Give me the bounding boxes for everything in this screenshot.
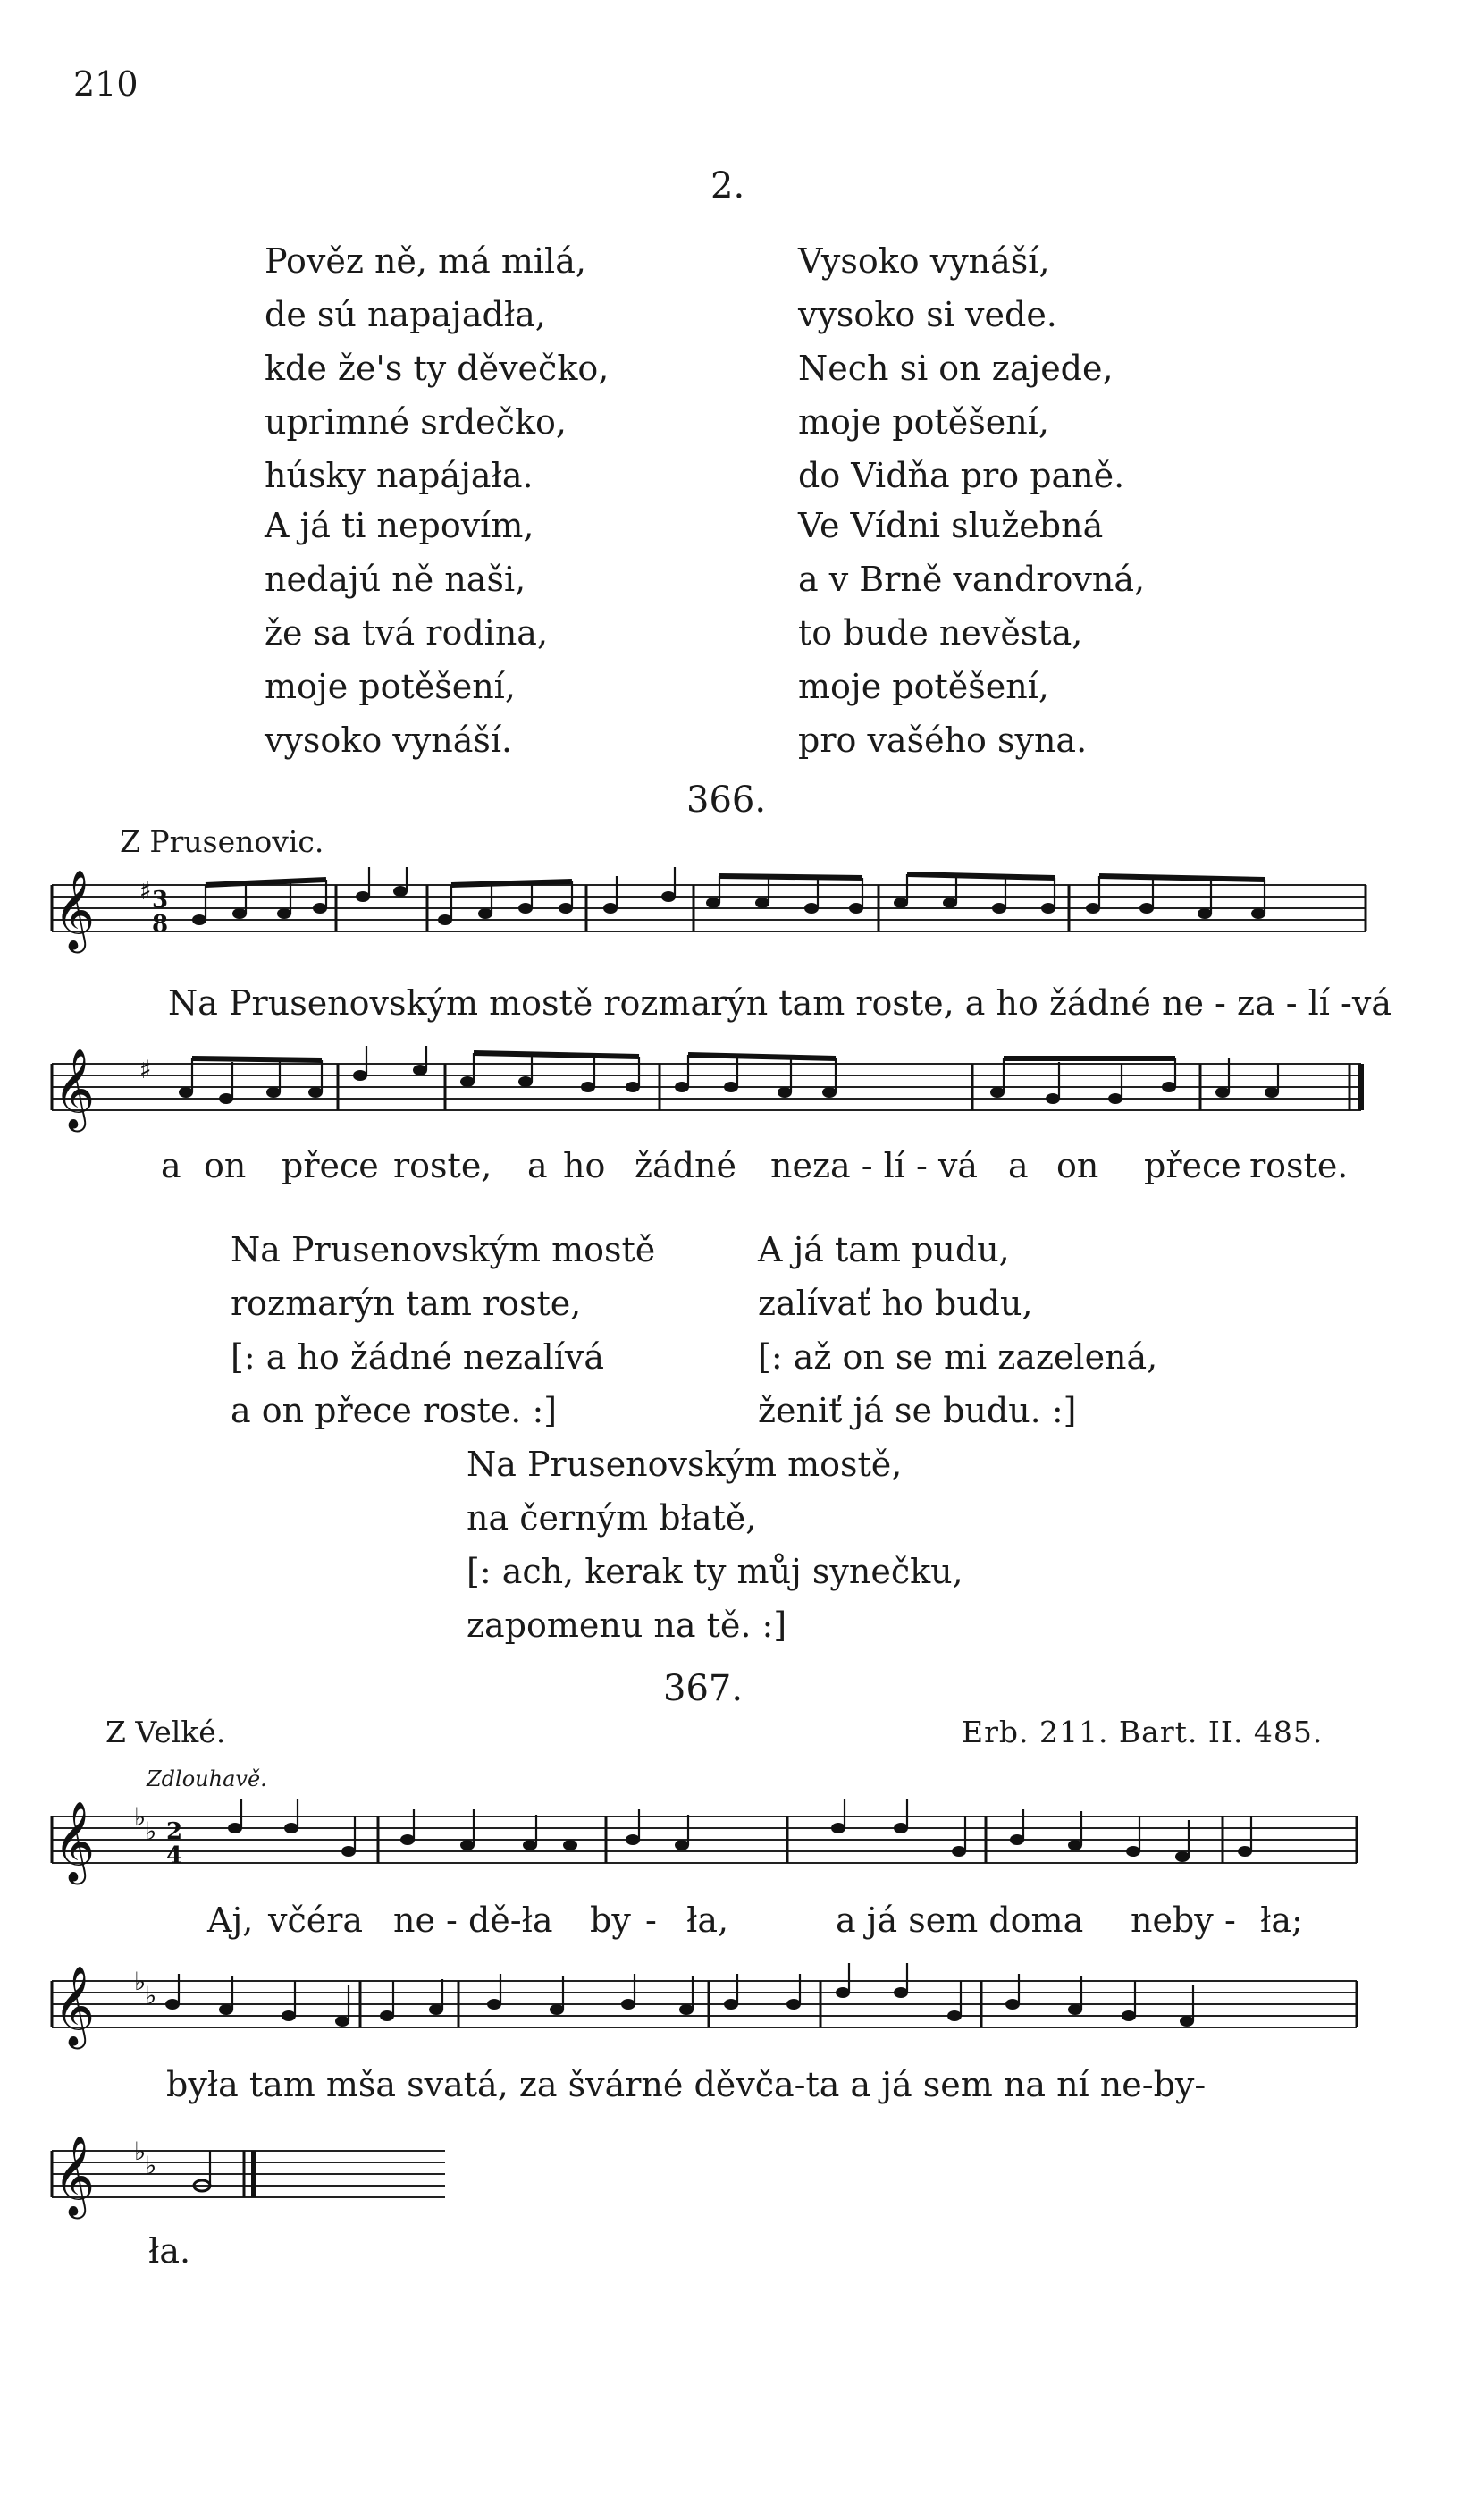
treble-clef-icon: 𝄞 [54, 1966, 96, 2046]
stanza-right-1 [798, 234, 1124, 502]
lyric-syllable: a [161, 1146, 181, 1185]
treble-clef-icon: 𝄞 [54, 1049, 96, 1129]
lyrics-366-line-1: Na Prusenovským mostě rozmarýn tam roste, a ho žádné ne - za - lí -vá [168, 983, 1392, 1023]
time-sig-top: 2 [166, 1818, 183, 1845]
lyric-syllable: Aj, [207, 1901, 254, 1940]
lyric-syllable: a já sem doma [836, 1901, 1084, 1940]
verse-line: zalívať ho budu, [758, 1284, 1033, 1323]
key-flat-icon: ♭ [145, 1816, 157, 1846]
key-flat-icon: ♭ [134, 1967, 147, 1996]
verse-line: de sú napajadła, [265, 295, 546, 334]
staff-lines [52, 1816, 1357, 1863]
lyric-syllable: ho [563, 1146, 606, 1185]
lyric-syllable: roste, [393, 1146, 492, 1185]
song-reference-367: Erb. 211. Bart. II. 485. [962, 1715, 1324, 1749]
key-flat-icon: ♭ [145, 1981, 157, 2010]
lyrics-367-line-2: była tam mša svatá, za švárné děvča-ta a já sem na ní ne-by- [166, 2065, 1207, 2104]
music-staff-366-2 [52, 1046, 1375, 1144]
verse-line: [: až on se mi zazelená, [758, 1337, 1158, 1377]
notes-measure-3 [626, 1809, 689, 1850]
verse-line: Na Prusenovským mostě, [467, 1445, 903, 1484]
lyric-syllable: on [204, 1146, 247, 1185]
verse-line: kde že's ty děvečko, [265, 349, 610, 388]
music-staff-367-3 [52, 2133, 463, 2231]
verse-line: uprimné srdečko, [265, 402, 567, 442]
verse-line: moje potěšení, [798, 402, 1049, 442]
lyric-syllable: roste. [1249, 1146, 1349, 1185]
notes-measure-6 [1238, 1816, 1252, 1857]
lyric-syllable: ła; [1260, 1901, 1303, 1940]
notes-measure-8 [179, 1058, 323, 1104]
lyric-syllable: včéra [268, 1901, 364, 1940]
notes-measure-12 [990, 1058, 1176, 1104]
key-sharp-icon: ♯ [139, 876, 152, 906]
stanza-number: 2. [710, 165, 745, 206]
lyric-syllable: - [645, 1901, 657, 1940]
verse-line: vysoko vynáší. [265, 721, 513, 760]
verse-line: zapomenu na tě. :] [467, 1606, 787, 1645]
verse-line: a v Brně vandrovná, [798, 560, 1146, 599]
verse-line: [: ach, kerak ty můj synečku, [467, 1552, 963, 1591]
lyric-syllable: a [527, 1146, 548, 1185]
notes-measure-2 [400, 1809, 577, 1850]
lyrics-367-line-3: ła. [148, 2231, 191, 2271]
lyric-syllable: přece [1144, 1146, 1241, 1185]
stanza-left-2 [265, 499, 548, 767]
lyric-syllable: neza - lí - vá [770, 1146, 979, 1185]
music-staff-367-1 [52, 1799, 1375, 1897]
verse-line: A já tam pudu, [758, 1230, 1010, 1269]
verse-line: do Vidňa pro paně. [798, 456, 1125, 495]
verse-line: Pověz ně, má milá, [265, 241, 586, 281]
verse-line: [: a ho žádné nezalívá [231, 1337, 604, 1377]
time-sig-top: 3 [152, 887, 169, 914]
time-sig-bottom: 4 [166, 1842, 183, 1869]
lyric-syllable: on [1056, 1146, 1099, 1185]
verse-line: Na Prusenovským mostě [231, 1230, 656, 1269]
verse-line: nedajú ně naši, [265, 560, 526, 599]
verse-line: na černým błatě, [467, 1498, 757, 1538]
song-origin-366: Z Prusenovic. [120, 824, 324, 859]
verse-line: ženiť já se budu. :] [758, 1391, 1077, 1430]
verse-line: rozmarýn tam roste, [231, 1284, 582, 1323]
key-flat-icon: ♭ [134, 2137, 147, 2166]
time-sig-bottom: 8 [152, 911, 169, 938]
key-flat-icon: ♭ [145, 2151, 157, 2180]
verse-line: Ve Vídni služebná [798, 506, 1104, 545]
notes-measure-1 [192, 880, 327, 925]
stanza-right-2 [798, 499, 1145, 767]
notes-measure-3 [438, 881, 573, 925]
treble-clef-icon: 𝄞 [54, 1801, 96, 1882]
verse-line: Nech si on zajede, [798, 349, 1114, 388]
lyric-syllable: a [1008, 1146, 1029, 1185]
stanza-366-center [467, 1437, 963, 1652]
stanza-366-left [231, 1223, 655, 1437]
verse-line: to bude nevěsta, [798, 613, 1083, 653]
song-number-366: 366. [686, 780, 767, 821]
lyric-syllable: - [1224, 1901, 1236, 1940]
music-staff-367-2 [52, 1963, 1375, 2061]
lyric-syllable: neby [1131, 1901, 1214, 1940]
key-flat-icon: ♭ [134, 1802, 147, 1832]
notes-measure-8 [380, 1979, 443, 2021]
song-origin-367: Z Velké. [105, 1715, 226, 1749]
key-sharp-icon: ♯ [139, 1055, 152, 1084]
page-number: 210 [73, 64, 139, 104]
treble-clef-icon: 𝄞 [54, 870, 96, 950]
treble-clef-icon: 𝄞 [54, 2136, 96, 2216]
stanza-366-right [758, 1223, 1157, 1437]
verse-line: Vysoko vynáší, [798, 241, 1050, 281]
staff-lines [52, 885, 1366, 931]
notes-measure-4 [603, 867, 676, 914]
lyric-syllable: žádné [635, 1146, 736, 1185]
verse-line: moje potěšení, [798, 667, 1049, 706]
stanza-left-1 [265, 234, 609, 502]
verse-line: a on přece roste. :] [231, 1391, 558, 1430]
lyric-syllable: přece [282, 1146, 379, 1185]
lyric-syllable: ne - dě-ła [393, 1901, 553, 1940]
tempo-marking: Zdlouhavě. [147, 1766, 267, 1791]
notes-measure-9 [487, 1974, 694, 2015]
staff-lines [52, 2151, 445, 2197]
verse-line: moje potěšení, [265, 667, 516, 706]
verse-line: vysoko si vede. [798, 295, 1057, 334]
song-number-367: 367. [663, 1668, 744, 1709]
lyric-syllable: ła, [686, 1901, 729, 1940]
verse-line: že sa tvá rodina, [265, 613, 549, 653]
lyric-syllable: by [590, 1901, 631, 1940]
verse-line: pro vašého syna. [798, 721, 1088, 760]
verse-line: húsky napájała. [265, 456, 534, 495]
music-staff-366-1 [52, 867, 1375, 983]
staff-lines [52, 1981, 1357, 2027]
verse-line: A já ti nepovím, [265, 506, 534, 545]
